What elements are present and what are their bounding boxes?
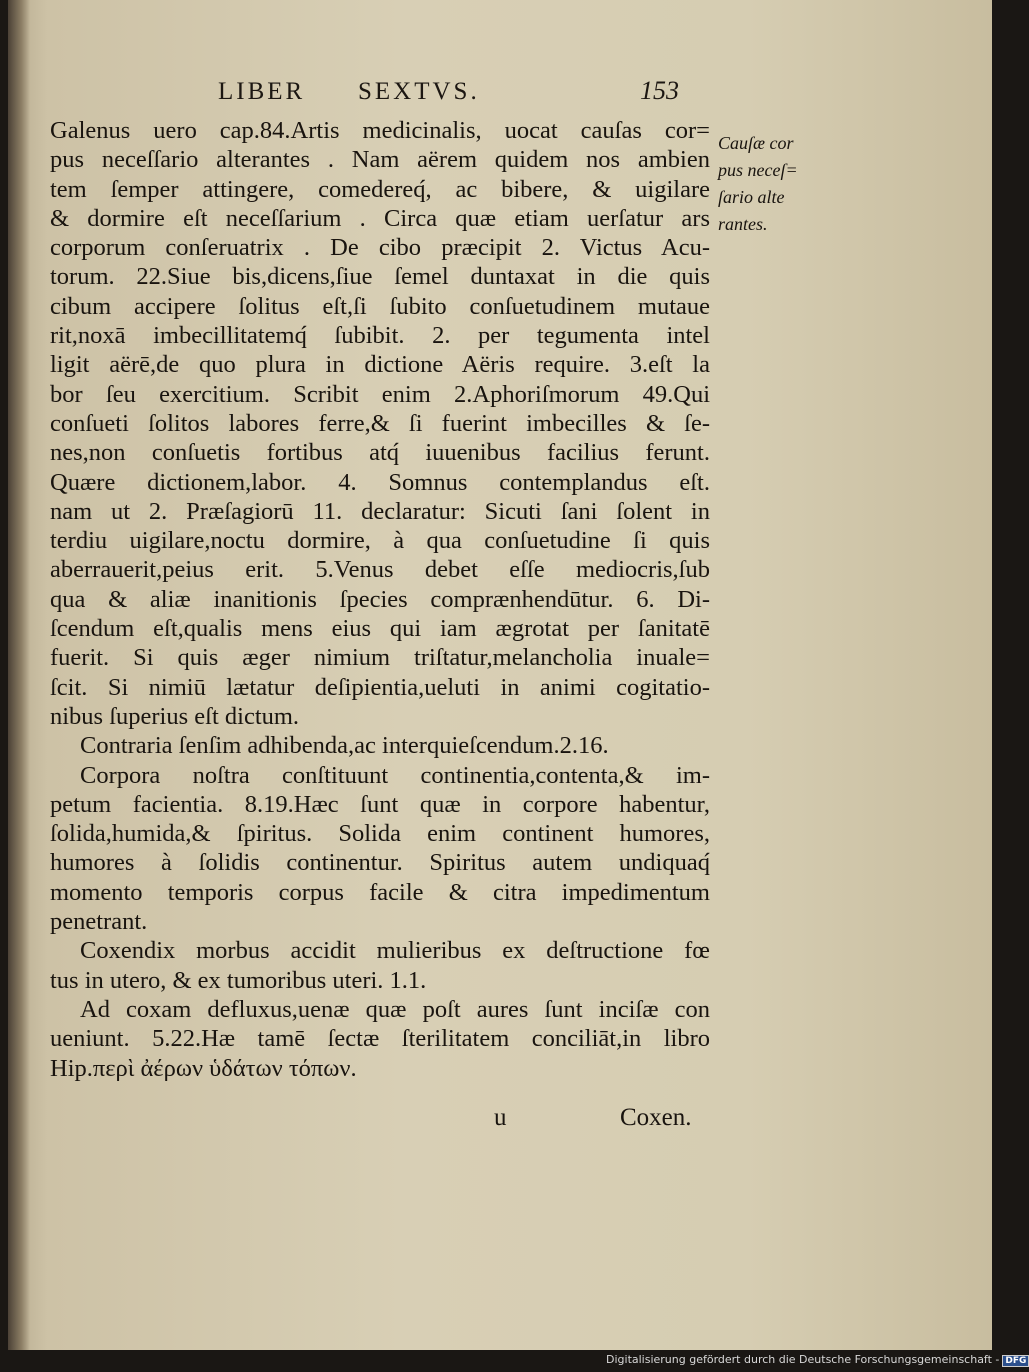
text-line: nibus ſuperius eſt dictum. [50, 702, 300, 730]
text-line: conſueti ſolitos labores ferre,& ſi fuerint imbecilles & ſe- [50, 409, 710, 437]
text-line: aberrauerit,peius erit. 5.Venus debet eſſe mediocris,ſub [50, 556, 710, 584]
marginal-note [718, 130, 818, 238]
text-line: petum facientia. 8.19.Hæc ſunt quæ in corpore habentur, [50, 790, 710, 818]
marginal-note-line: rantes. [718, 214, 768, 234]
catchword: Coxen. [620, 1104, 692, 1131]
text-line: bor ſeu exercitium. Scribit enim 2.Aphoriſmorum 49.Qui [50, 380, 710, 408]
text-line: Coxendix morbus accidit mulieribus ex deſtructione fœ [80, 937, 710, 965]
text-line: Ad coxam defluxus,uenæ quæ poſt aures ſunt inciſæ con [80, 995, 710, 1023]
text-line: corporum conſeruatrix . De cibo præcipit 2. Victus Acu- [50, 234, 710, 262]
text-line: nes,non conſuetis fortibus atq́ iuuenibus facilius ferunt. [50, 439, 710, 467]
running-head-right: SEXTVS. [358, 78, 480, 105]
text-line: pus neceſſario alterantes . Nam aërem quidem nos ambien [50, 146, 710, 174]
text-line: nam ut 2. Præſagiorū 11. declaratur: Sicuti ſani ſolent in [50, 497, 710, 525]
text-line: Contraria ſenſim adhibenda,ac interquieſcendum.2.16. [80, 732, 609, 760]
marginal-note-line: ſario alte [718, 187, 785, 207]
credit-text: Digitalisierung gefördert durch die Deutsche Forschungsgemeinschaft - [606, 1353, 1000, 1366]
text-line: Galenus uero cap.84.Artis medicinalis, uocat cauſas cor= [50, 117, 710, 144]
main-text-block [50, 116, 710, 1083]
text-line: Quære dictionem,labor. 4. Somnus contemplandus eſt. [50, 468, 710, 496]
running-head-left: LIBER [218, 78, 306, 105]
text-line: ſolida,humida,& ſpiritus. Solida enim continent humores, [50, 820, 710, 848]
text-line: fuerit. Si quis æger nimium triſtatur,melancholia inuale= [50, 644, 710, 672]
marginal-note-line: pus neceſ= [718, 160, 798, 180]
marginal-note-line: Cauſæ cor [718, 133, 794, 153]
text-line: & dormire eſt neceſſarium . Circa quæ etiam uerſatur ars [50, 204, 710, 232]
signature-mark: u [494, 1104, 507, 1131]
text-line: ſcit. Si nimiū lætatur deſipientia,ueluti in animi cogitatio- [50, 673, 710, 701]
text-line: humores à ſolidis continentur. Spiritus autem undiquaq́ [50, 849, 710, 877]
digitization-credit [606, 1353, 1029, 1367]
text-line: cibum accipere ſolitus eſt,ſi ſubito conſuetudinem mutaue [50, 292, 710, 320]
text-line: rit,noxā imbecillitatemq́ ſubibit. 2. per tegumenta intel [50, 322, 710, 350]
book-page [8, 0, 992, 1350]
text-line: ſcendum eſt,qualis mens eius qui iam ægrotat per ſanitatē [50, 615, 710, 643]
text-line: torum. 22.Siue bis,dicens,ſiue ſemel duntaxat in die quis [50, 263, 710, 291]
text-line: ligit aërē,de quo plura in dictione Aëris require. 3.eſt la [50, 351, 710, 379]
text-line: tus in utero, & ex tumoribus uteri. 1.1. [50, 966, 427, 994]
page-number: 153 [640, 76, 679, 105]
text-line: momento temporis corpus facile & citra impedimentum [50, 878, 710, 906]
text-line: tem ſemper attingere, comedereq́, ac bibere, & uigilare [50, 175, 710, 203]
dfg-logo: DFG [1002, 1355, 1029, 1367]
text-line: Corpora noſtra conſtituunt continentia,contenta,& im- [80, 761, 710, 789]
text-line: Hip.περὶ ἀέρων ὑδάτων τόπων. [50, 1054, 357, 1082]
text-line: ueniunt. 5.22.Hæ tamē ſectæ ſterilitatem conciliāt,in libro [50, 1025, 710, 1053]
text-line: terdiu uigilare,noctu dormire, à qua conſuetudine ſi quis [50, 527, 710, 555]
text-line: penetrant. [50, 908, 148, 936]
text-line: qua & aliæ inanitionis ſpecies comprænhendūtur. 6. Di- [50, 585, 710, 613]
